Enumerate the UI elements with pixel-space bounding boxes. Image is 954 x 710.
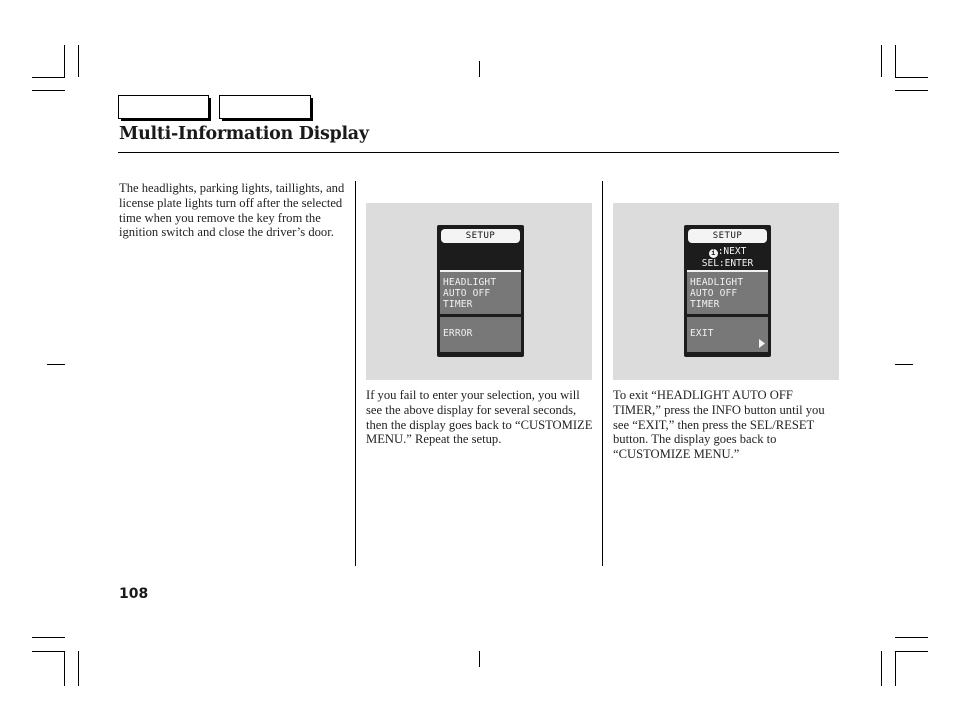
left-paragraph: The headlights, parking lights, taillights, and license plate lights turn off after the selected time when you remove the key from the ignition switch and close the driver’s door.	[119, 181, 345, 240]
column-divider-1	[355, 181, 356, 566]
right-item-box	[687, 270, 768, 314]
item-line-2: AUTO OFF	[690, 288, 738, 299]
info-circle-icon: i	[709, 249, 718, 258]
item-line-2: AUTO OFF	[443, 288, 491, 299]
column-divider-2	[602, 181, 603, 566]
right-sep-top	[687, 270, 768, 272]
exit-label: EXIT	[690, 328, 714, 339]
page-title: Multi-Information Display	[119, 124, 369, 144]
setup-header: SETUP	[441, 229, 520, 243]
info-next-line	[684, 246, 771, 258]
right-exit-box	[687, 317, 768, 352]
right-screen	[684, 225, 771, 357]
mid-item-box	[440, 270, 521, 314]
sel-enter-line: SEL:ENTER	[701, 258, 754, 269]
page-number: 108	[119, 586, 149, 602]
right-triangle-icon	[759, 339, 765, 348]
info-next-label: :NEXT	[717, 246, 747, 257]
middle-paragraph: If you fail to enter your selection, you will see the above display for several seconds, then the display goes back to “CUSTOMIZE MENU.” Repeat the setup.	[366, 388, 593, 447]
exit-display-panel	[613, 203, 839, 380]
item-line-3: TIMER	[443, 299, 473, 310]
setup-header: SETUP	[688, 229, 767, 243]
item-line-1: HEADLIGHT	[443, 277, 497, 288]
mid-screen	[437, 225, 524, 357]
right-paragraph: To exit “HEADLIGHT AUTO OFF TIMER,” press the INFO button until you see “EXIT,” then press the SEL/RESET button. The display goes back to “CUSTOMIZE MENU.”	[613, 388, 825, 462]
title-rule	[118, 152, 839, 153]
mid-status-box	[440, 317, 521, 352]
header-tab-1	[118, 95, 209, 119]
error-display-panel	[366, 203, 592, 380]
header-tab-2	[219, 95, 311, 119]
error-status: ERROR	[443, 328, 473, 339]
item-line-3: TIMER	[690, 299, 720, 310]
item-line-1: HEADLIGHT	[690, 277, 744, 288]
mid-sep-top	[440, 270, 521, 272]
